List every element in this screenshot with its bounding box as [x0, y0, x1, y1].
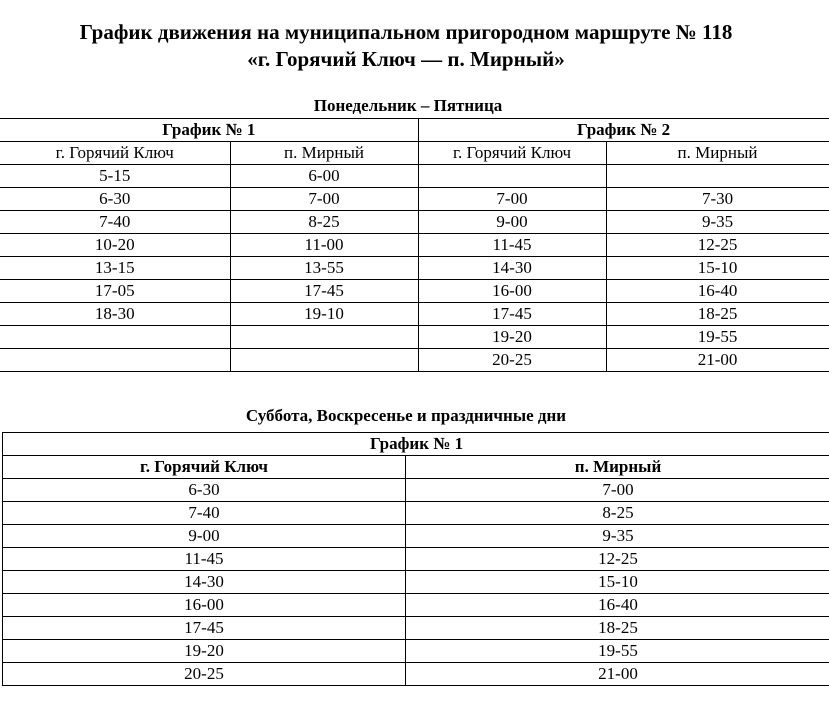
table-row [3, 548, 829, 571]
time-cell: 15-10 [606, 257, 829, 280]
time-cell: 5-15 [0, 165, 230, 188]
time-cell: 8-25 [406, 502, 829, 525]
table-row [0, 349, 829, 372]
time-cell: 11-45 [418, 234, 606, 257]
page-title: График движения на муниципальном пригородном маршруте № 118 [79, 20, 733, 44]
column-header-row [0, 142, 829, 165]
column-header: п. Мирный [406, 456, 829, 479]
time-cell: 11-45 [3, 548, 406, 571]
time-cell: 20-25 [418, 349, 606, 372]
column-header: г. Горячий Ключ [418, 142, 606, 165]
time-cell: 18-25 [406, 617, 829, 640]
time-cell: 9-00 [3, 525, 406, 548]
time-cell: 13-55 [230, 257, 418, 280]
schedule-1-header: График № 1 [3, 433, 829, 456]
time-cell [606, 165, 829, 188]
table-row [3, 479, 829, 502]
table-row [0, 234, 829, 257]
schedule-group-header-row [3, 433, 829, 456]
time-cell: 14-30 [418, 257, 606, 280]
table-row [3, 571, 829, 594]
time-cell: 17-45 [418, 303, 606, 326]
weekend-schedule-table [2, 432, 829, 686]
time-cell: 19-20 [3, 640, 406, 663]
time-cell: 19-10 [230, 303, 418, 326]
time-cell: 19-55 [406, 640, 829, 663]
time-cell: 16-00 [3, 594, 406, 617]
time-cell [230, 349, 418, 372]
time-cell: 18-30 [0, 303, 230, 326]
time-cell: 6-00 [230, 165, 418, 188]
table-row [0, 280, 829, 303]
column-header: г. Горячий Ключ [0, 142, 230, 165]
time-cell: 11-00 [230, 234, 418, 257]
table-row [3, 663, 829, 686]
time-cell: 21-00 [406, 663, 829, 686]
time-cell: 14-30 [3, 571, 406, 594]
time-cell: 8-25 [230, 211, 418, 234]
time-cell: 7-30 [606, 188, 829, 211]
table-row [3, 502, 829, 525]
time-cell: 7-40 [0, 211, 230, 234]
table-row [3, 594, 829, 617]
column-header-row [3, 456, 829, 479]
time-cell: 17-05 [0, 280, 230, 303]
time-cell: 10-20 [0, 234, 230, 257]
time-cell: 21-00 [606, 349, 829, 372]
time-cell: 15-10 [406, 571, 829, 594]
table-row [3, 640, 829, 663]
time-cell: 16-40 [606, 280, 829, 303]
column-header: п. Мирный [230, 142, 418, 165]
table-row [3, 617, 829, 640]
time-cell: 16-00 [418, 280, 606, 303]
time-cell [418, 165, 606, 188]
column-header: г. Горячий Ключ [3, 456, 406, 479]
schedule-2-header: График № 2 [418, 119, 829, 142]
table-row [0, 303, 829, 326]
schedule-1-header: График № 1 [0, 119, 418, 142]
schedule-group-header-row [0, 119, 829, 142]
time-cell: 9-00 [418, 211, 606, 234]
time-cell [230, 326, 418, 349]
time-cell: 7-40 [3, 502, 406, 525]
time-cell: 19-20 [418, 326, 606, 349]
weekdays-caption: Понедельник – Пятница [313, 96, 503, 115]
time-cell [0, 349, 230, 372]
time-cell: 9-35 [606, 211, 829, 234]
time-cell: 17-45 [230, 280, 418, 303]
time-cell: 16-40 [406, 594, 829, 617]
time-cell: 9-35 [406, 525, 829, 548]
time-cell: 19-55 [606, 326, 829, 349]
weekdays-schedule-table [0, 118, 829, 372]
time-cell: 18-25 [606, 303, 829, 326]
weekend-caption: Суббота, Воскресенье и праздничные дни [245, 406, 567, 425]
time-cell: 17-45 [3, 617, 406, 640]
time-cell: 13-15 [0, 257, 230, 280]
time-cell: 7-00 [230, 188, 418, 211]
table-row [0, 188, 829, 211]
time-cell [0, 326, 230, 349]
time-cell: 20-25 [3, 663, 406, 686]
route-name: «г. Горячий Ключ — п. Мирный» [247, 47, 565, 71]
table-row [0, 211, 829, 234]
table-row [3, 525, 829, 548]
time-cell: 7-00 [418, 188, 606, 211]
table-row [0, 165, 829, 188]
column-header: п. Мирный [606, 142, 829, 165]
time-cell: 6-30 [3, 479, 406, 502]
time-cell: 12-25 [606, 234, 829, 257]
table-row [0, 326, 829, 349]
time-cell: 6-30 [0, 188, 230, 211]
time-cell: 7-00 [406, 479, 829, 502]
time-cell: 12-25 [406, 548, 829, 571]
table-row [0, 257, 829, 280]
